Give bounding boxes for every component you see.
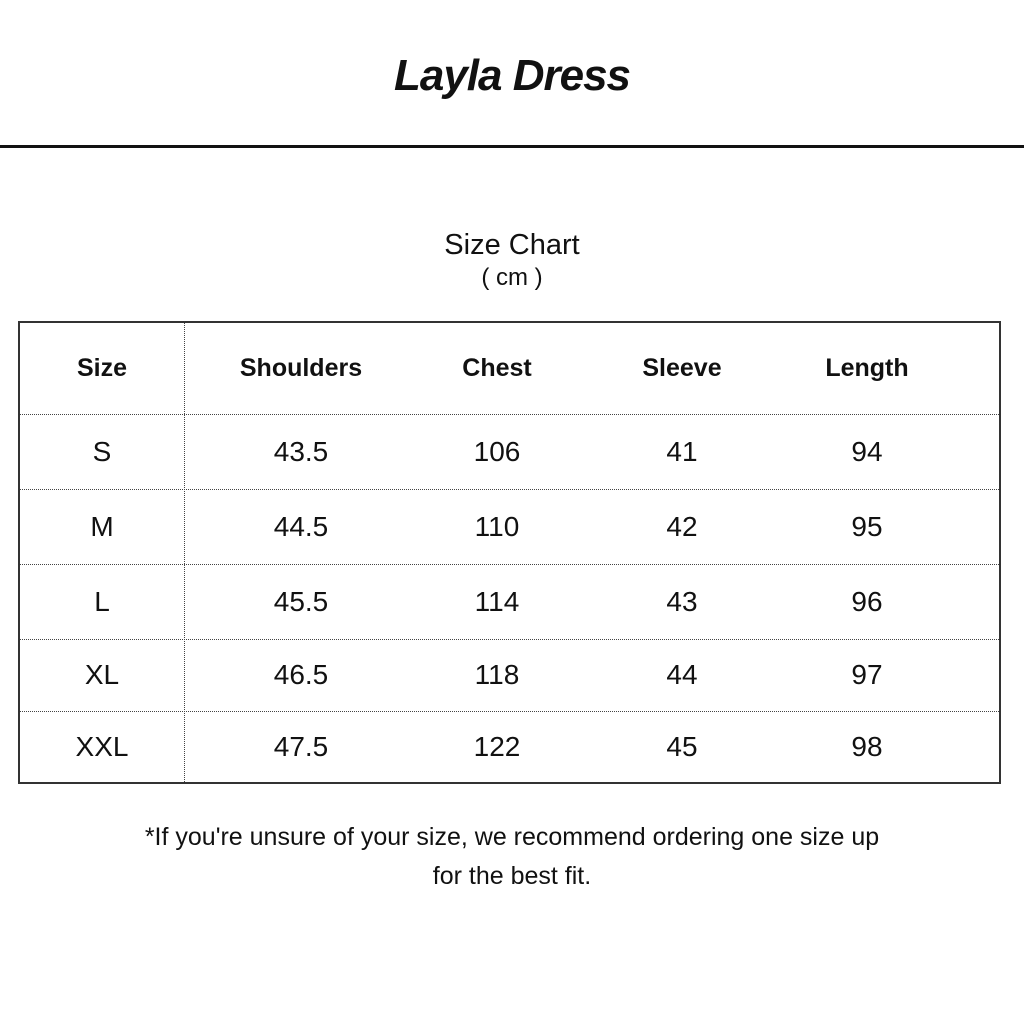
cell-sleeve: 43 bbox=[666, 585, 698, 617]
header-size: Size bbox=[76, 354, 128, 382]
header-chest: Chest bbox=[462, 354, 532, 382]
table-header-row bbox=[20, 323, 999, 414]
cell-length: 98 bbox=[851, 730, 883, 762]
cell-length: 94 bbox=[851, 435, 883, 467]
fit-note-line1: *If you're unsure of your size, we recommend ordering one size up bbox=[144, 823, 880, 851]
cell-shoulders: 46.5 bbox=[273, 659, 329, 690]
cell-length: 96 bbox=[851, 585, 883, 617]
cell-chest: 122 bbox=[473, 730, 521, 762]
cell-sleeve: 45 bbox=[666, 730, 698, 762]
size-table bbox=[18, 321, 1001, 784]
fit-note bbox=[0, 818, 1024, 896]
cell-size: XL bbox=[84, 659, 120, 690]
cell-length: 97 bbox=[851, 659, 883, 690]
header-sleeve: Sleeve bbox=[642, 354, 722, 382]
table-row bbox=[20, 489, 999, 564]
header-length: Length bbox=[825, 354, 909, 382]
cell-chest: 114 bbox=[474, 585, 520, 617]
cell-shoulders: 45.5 bbox=[273, 585, 329, 617]
chart-heading: Size Chart bbox=[444, 229, 580, 261]
cell-shoulders: 44.5 bbox=[273, 510, 329, 542]
page-title: Layla Dress bbox=[393, 51, 631, 100]
cell-sleeve: 42 bbox=[666, 510, 698, 542]
table-row bbox=[20, 564, 999, 639]
cell-size: XXL bbox=[75, 730, 129, 762]
cell-chest: 110 bbox=[474, 510, 520, 542]
cell-chest: 118 bbox=[474, 659, 520, 690]
title-divider bbox=[0, 145, 1024, 148]
cell-chest: 106 bbox=[473, 435, 521, 467]
table-row bbox=[20, 639, 999, 711]
header-shoulders: Shoulders bbox=[239, 354, 363, 382]
cell-sleeve: 44 bbox=[666, 659, 698, 690]
cell-length: 95 bbox=[851, 510, 883, 542]
cell-shoulders: 43.5 bbox=[273, 435, 329, 467]
cell-size: M bbox=[90, 510, 114, 542]
cell-shoulders: 47.5 bbox=[273, 730, 329, 762]
table-row bbox=[20, 711, 999, 782]
fit-note-line2: for the best fit. bbox=[432, 862, 592, 890]
cell-size: S bbox=[92, 435, 112, 467]
table-row bbox=[20, 414, 999, 489]
cell-size: L bbox=[94, 585, 110, 617]
chart-unit: ( cm ) bbox=[481, 264, 543, 291]
cell-sleeve: 41 bbox=[666, 435, 698, 467]
